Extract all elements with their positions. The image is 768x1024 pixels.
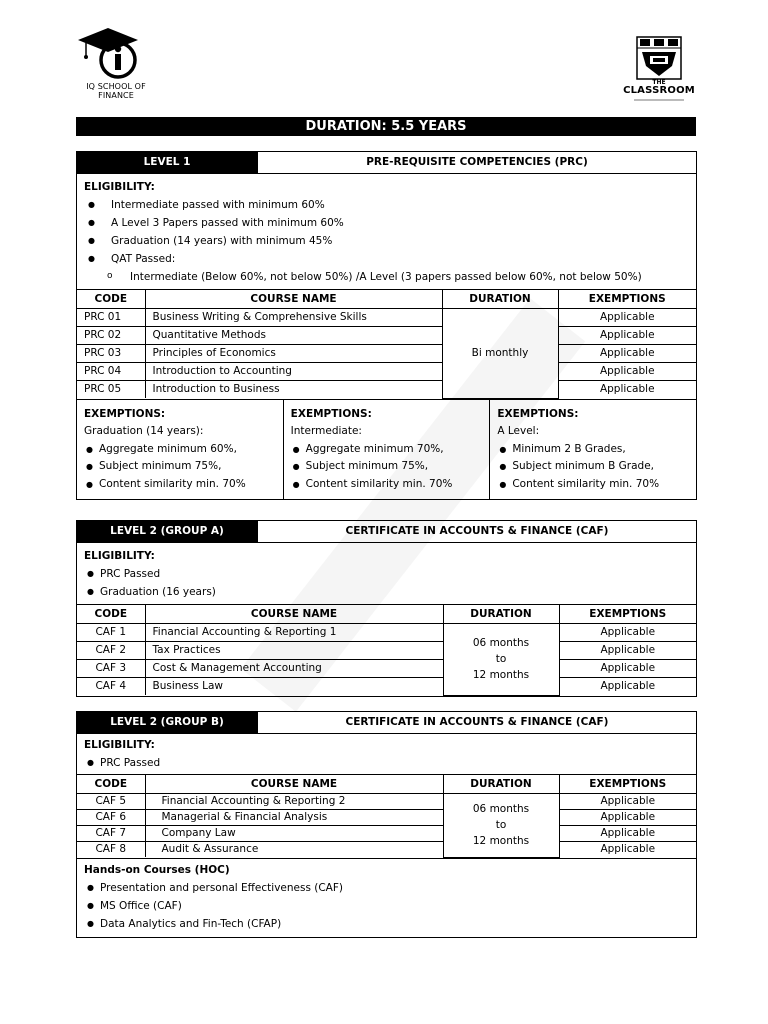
level2a-label: LEVEL 2 (GROUP A)	[77, 521, 257, 542]
course-name: Business Law	[145, 677, 443, 695]
logo-text-line1: IQ SCHOOL OF	[86, 82, 146, 91]
course-exemption: Applicable	[558, 380, 696, 398]
level2b-label: LEVEL 2 (GROUP B)	[77, 712, 257, 733]
course-name: Company Law	[145, 825, 443, 841]
course-exemption: Applicable	[559, 809, 696, 825]
course-exemption: Applicable	[558, 326, 696, 344]
course-code: CAF 8	[77, 841, 145, 857]
col-header-code: CODE	[77, 775, 145, 793]
logo-tagline-mark	[634, 99, 684, 101]
hoc-item: ● Presentation and personal Effectiveness (CAF)	[84, 879, 689, 897]
exemption-item: ● Aggregate minimum 60%,	[84, 441, 276, 459]
col-header-exemptions: EXEMPTIONS	[559, 775, 696, 793]
page-header	[0, 0, 768, 112]
duration-line: 06 months	[472, 803, 530, 815]
level2a-course-table	[77, 605, 696, 696]
level1-title: PRE-REQUISITE COMPETENCIES (PRC)	[257, 152, 696, 173]
course-code: PRC 01	[77, 308, 145, 326]
course-code: PRC 03	[77, 344, 145, 362]
course-name: Tax Practices	[145, 641, 443, 659]
table-row	[77, 825, 696, 841]
exemption-a-level	[489, 400, 696, 500]
course-exemption: Applicable	[559, 641, 696, 659]
level2a-header	[77, 521, 696, 543]
logo-text-classroom: CLASSROOM	[623, 85, 695, 96]
course-code: CAF 3	[77, 659, 145, 677]
col-header-code: CODE	[77, 290, 145, 308]
table-row	[77, 362, 696, 380]
course-code: CAF 6	[77, 809, 145, 825]
table-row	[77, 677, 696, 695]
exemption-heading: EXEMPTIONS:	[84, 407, 166, 420]
col-header-course-name: COURSE NAME	[145, 775, 443, 793]
hoc-item: ● MS Office (CAF)	[84, 897, 689, 915]
classroom-crest-icon	[636, 36, 682, 80]
duration-line: 06 months	[472, 637, 530, 649]
exemption-subheading: Graduation (14 years):	[84, 425, 204, 437]
level2a-section	[76, 520, 697, 697]
exemption-item: ● Subject minimum 75%,	[291, 458, 483, 476]
level1-header	[77, 152, 696, 174]
table-header-row	[77, 775, 696, 793]
eligibility-item: ● Graduation (14 years) with minimum 45%	[84, 232, 689, 250]
course-duration: Bi monthly	[442, 308, 558, 398]
course-name: Principles of Economics	[145, 344, 442, 362]
hands-on-courses	[77, 858, 696, 937]
level1-course-table	[77, 290, 696, 399]
exemption-graduation	[77, 400, 283, 500]
course-code: CAF 5	[77, 793, 145, 809]
level2b-course-table	[77, 775, 696, 858]
col-header-duration: DURATION	[443, 775, 559, 793]
course-duration	[443, 623, 559, 695]
eligibility-item: ● PRC Passed	[84, 565, 689, 583]
course-exemption: Applicable	[559, 841, 696, 857]
table-row	[77, 641, 696, 659]
table-row	[77, 623, 696, 641]
course-exemption: Applicable	[558, 308, 696, 326]
table-row	[77, 380, 696, 398]
col-header-exemptions: EXEMPTIONS	[558, 290, 696, 308]
course-name: Financial Accounting & Reporting 1	[145, 623, 443, 641]
exemption-subheading: Intermediate:	[290, 425, 362, 437]
level1-section	[76, 151, 697, 500]
course-duration	[443, 793, 559, 857]
table-row	[77, 809, 696, 825]
eligibility-label: ELIGIBILITY:	[84, 739, 155, 751]
level2a-title: CERTIFICATE IN ACCOUNTS & FINANCE (CAF)	[257, 521, 696, 542]
col-header-duration: DURATION	[442, 290, 558, 308]
course-exemption: Applicable	[558, 362, 696, 380]
course-exemption: Applicable	[559, 623, 696, 641]
table-row	[77, 326, 696, 344]
col-header-exemptions: EXEMPTIONS	[559, 605, 696, 623]
course-name: Business Writing & Comprehensive Skills	[145, 308, 442, 326]
exemption-item: ● Subject minimum B Grade,	[497, 458, 689, 476]
logo-text-the: THE	[652, 79, 666, 86]
table-header-row	[77, 290, 696, 308]
course-exemption: Applicable	[559, 677, 696, 695]
duration-line: to	[495, 653, 507, 665]
course-name: Quantitative Methods	[145, 326, 442, 344]
course-exemption: Applicable	[559, 825, 696, 841]
table-header-row	[77, 605, 696, 623]
eligibility-item: ● PRC Passed	[84, 754, 689, 772]
hoc-label: Hands-on Courses (HOC)	[84, 863, 230, 876]
eligibility-label: ELIGIBILITY:	[84, 550, 155, 562]
course-exemption: Applicable	[558, 344, 696, 362]
exemption-heading: EXEMPTIONS:	[497, 407, 579, 420]
duration-line: 12 months	[472, 835, 530, 847]
course-name: Introduction to Accounting	[145, 362, 442, 380]
duration-line: to	[495, 819, 507, 831]
col-header-code: CODE	[77, 605, 145, 623]
iq-school-logo	[76, 22, 156, 102]
eligibility-item: ● A Level 3 Papers passed with minimum 60%	[84, 214, 689, 232]
level2a-eligibility	[77, 543, 696, 605]
course-code: PRC 05	[77, 380, 145, 398]
graduation-cap-i-icon	[76, 22, 156, 82]
level1-exemptions	[77, 399, 696, 500]
duration-banner: DURATION: 5.5 YEARS	[76, 117, 696, 136]
level1-eligibility	[77, 174, 696, 290]
level2b-section	[76, 711, 697, 938]
course-code: CAF 1	[77, 623, 145, 641]
level1-label: LEVEL 1	[77, 152, 257, 173]
col-header-course-name: COURSE NAME	[145, 290, 442, 308]
table-row	[77, 659, 696, 677]
eligibility-item: ● Intermediate passed with minimum 60%	[84, 196, 689, 214]
level2b-header	[77, 712, 696, 734]
eligibility-label: ELIGIBILITY:	[84, 181, 155, 193]
course-code: PRC 04	[77, 362, 145, 380]
exemption-item: ● Content similarity min. 70%	[84, 476, 276, 494]
exemption-heading: EXEMPTIONS:	[290, 407, 372, 420]
exemption-subheading: A Level:	[497, 425, 540, 437]
col-header-course-name: COURSE NAME	[145, 605, 443, 623]
exemption-item: ● Subject minimum 75%,	[84, 458, 276, 476]
course-exemption: Applicable	[559, 659, 696, 677]
course-code: PRC 02	[77, 326, 145, 344]
exemption-intermediate	[283, 400, 490, 500]
exemption-item: ● Content similarity min. 70%	[291, 476, 483, 494]
table-row	[77, 344, 696, 362]
course-name: Audit & Assurance	[145, 841, 443, 857]
eligibility-subitem: o Intermediate (Below 60%, not below 50%) /A Level (3 papers passed below 60%, not below 50%)	[84, 268, 689, 286]
table-row	[77, 841, 696, 857]
level2b-title: CERTIFICATE IN ACCOUNTS & FINANCE (CAF)	[257, 712, 696, 733]
exemption-item: ● Minimum 2 B Grades,	[497, 441, 689, 459]
level2b-eligibility	[77, 734, 696, 775]
table-row	[77, 793, 696, 809]
col-header-duration: DURATION	[443, 605, 559, 623]
course-code: CAF 4	[77, 677, 145, 695]
duration-line: 12 months	[472, 669, 530, 681]
course-name: Cost & Management Accounting	[145, 659, 443, 677]
course-name: Introduction to Business	[145, 380, 442, 398]
logo-text-line2: FINANCE	[98, 91, 134, 100]
course-code: CAF 2	[77, 641, 145, 659]
course-name: Financial Accounting & Reporting 2	[145, 793, 443, 809]
classroom-logo	[620, 36, 698, 106]
table-row	[77, 308, 696, 326]
course-exemption: Applicable	[559, 793, 696, 809]
hoc-item: ● Data Analytics and Fin-Tech (CFAP)	[84, 915, 689, 933]
eligibility-item: ● Graduation (16 years)	[84, 583, 689, 601]
exemption-item: ● Content similarity min. 70%	[497, 476, 689, 494]
course-code: CAF 7	[77, 825, 145, 841]
eligibility-item: ● QAT Passed:	[84, 250, 689, 268]
course-name: Managerial & Financial Analysis	[145, 809, 443, 825]
exemption-item: ● Aggregate minimum 70%,	[291, 441, 483, 459]
